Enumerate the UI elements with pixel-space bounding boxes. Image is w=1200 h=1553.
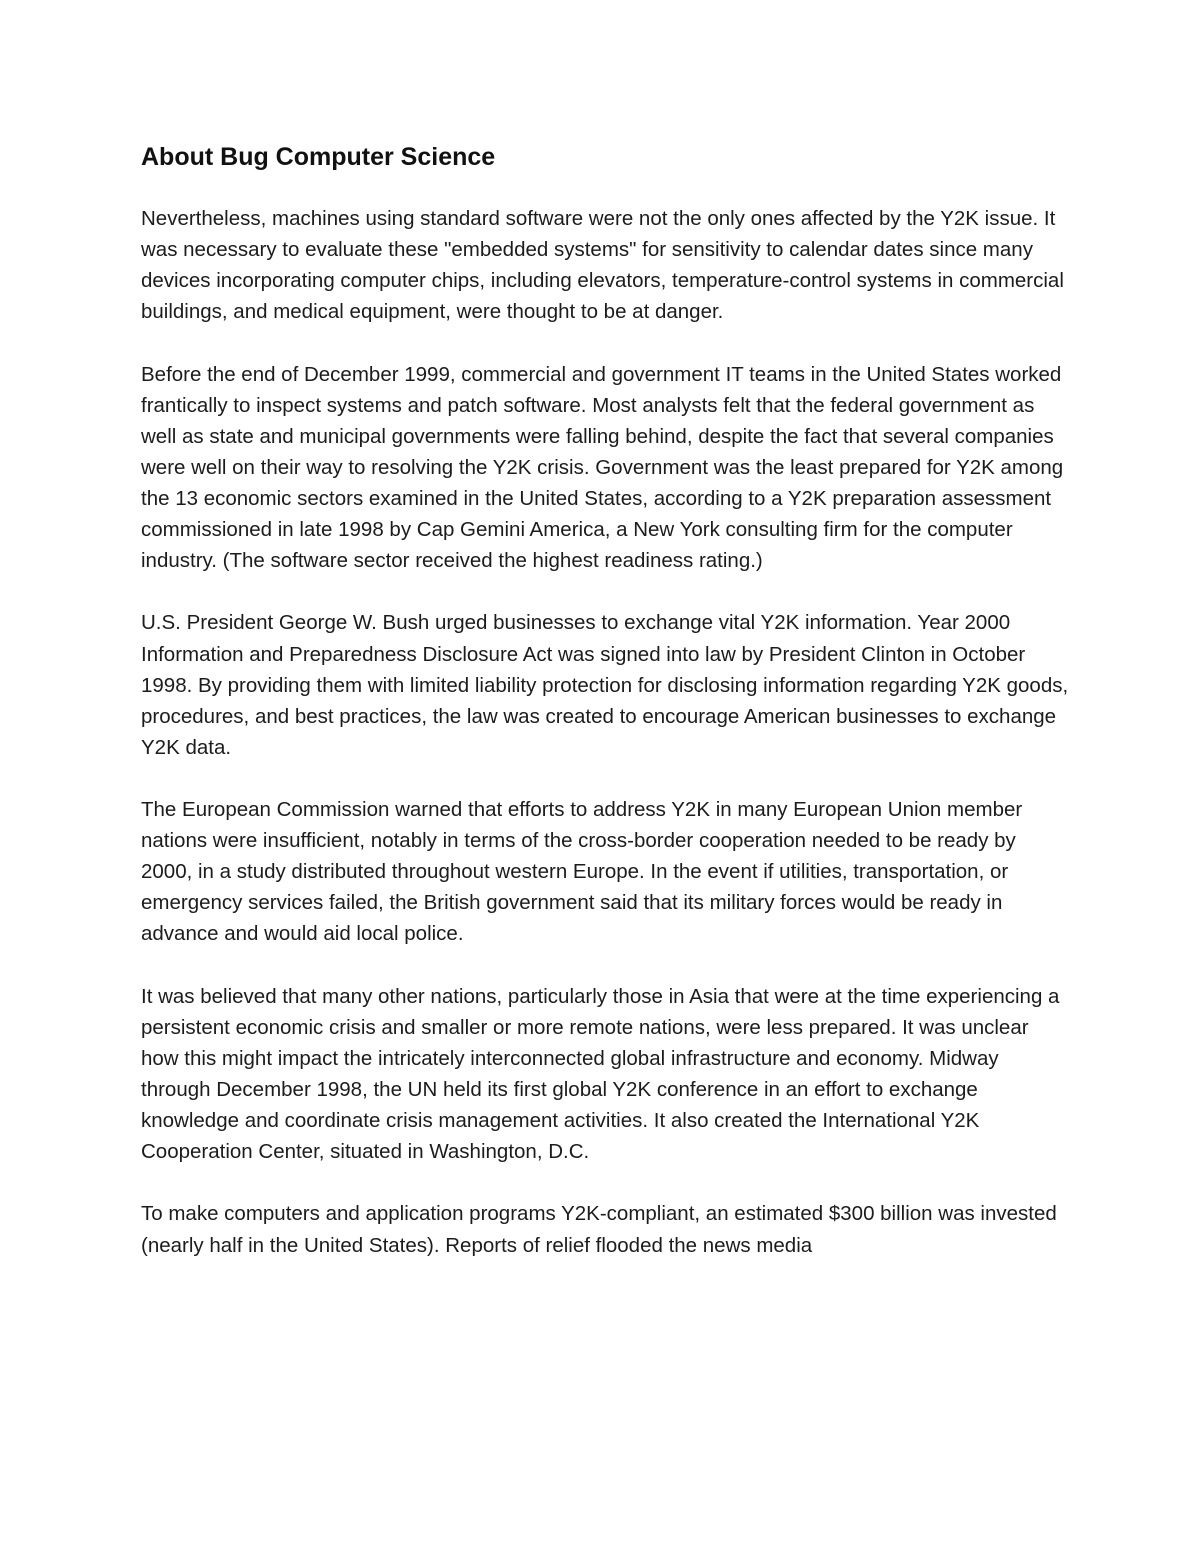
document-body <box>141 140 1071 1261</box>
document-title: About Bug Computer Science <box>141 143 496 171</box>
paragraph-investment: To make computers and application programs Y2K-compliant, an estimated $300 billion was invested (nearly half in the United States). Reports of relief flooded the news media <box>141 1202 1057 1257</box>
paragraph-disclosure-act: U.S. President George W. Bush urged businesses to exchange vital Y2K information. Year 2000 Information and Preparedness Disclosure Act was signed into law by President Clinton in October 1998. By providing them with limited liability protection for disclosing information regarding Y2K goods, procedures, and best practices, the law was created to encourage American businesses to exchange Y2K data. <box>141 611 1069 759</box>
paragraph-other-nations: It was believed that many other nations, particularly those in Asia that were at the time experiencing a persistent economic crisis and smaller or more remote nations, were less prepared. It was unclear how this might impact the intricately interconnected global infrastructure and economy. Midway through December 1998, the UN held its first global Y2K conference in an effort to exchange knowledge and coordinate crisis management activities. It also created the International Y2K Cooperation Center, situated in Washington, D.C. <box>141 984 1060 1164</box>
paragraph-embedded-systems: Nevertheless, machines using standard software were not the only ones affected by the Y2K issue. It was necessary to evaluate these "embedded systems" for sensitivity to calendar dates since many devices incorporating computer chips, including elevators, temperature-control systems in commercial buildings, and medical equipment, were thought to be at danger. <box>141 207 1064 324</box>
paragraph-us-it-teams: Before the end of December 1999, commercial and government IT teams in the United States worked frantically to inspect systems and patch software. Most analysts felt that the federal government as well as state and municipal governments were falling behind, despite the fact that several companies were well on their way to resolving the Y2K crisis. Government was the least prepared for Y2K among the 13 economic sectors examined in the United States, according to a Y2K preparation assessment commissioned in late 1998 by Cap Gemini America, a New York consulting firm for the computer industry. (The software sector received the highest readiness rating.) <box>141 362 1064 573</box>
paragraph-european-commission: The European Commission warned that efforts to address Y2K in many European Union member nations were insufficient, notably in terms of the cross-border cooperation needed to be ready by 2000, in a study distributed throughout western Europe. In the event if utilities, transportation, or emergency services failed, the British government said that its military forces would be ready in advance and would aid local police. <box>141 798 1023 946</box>
